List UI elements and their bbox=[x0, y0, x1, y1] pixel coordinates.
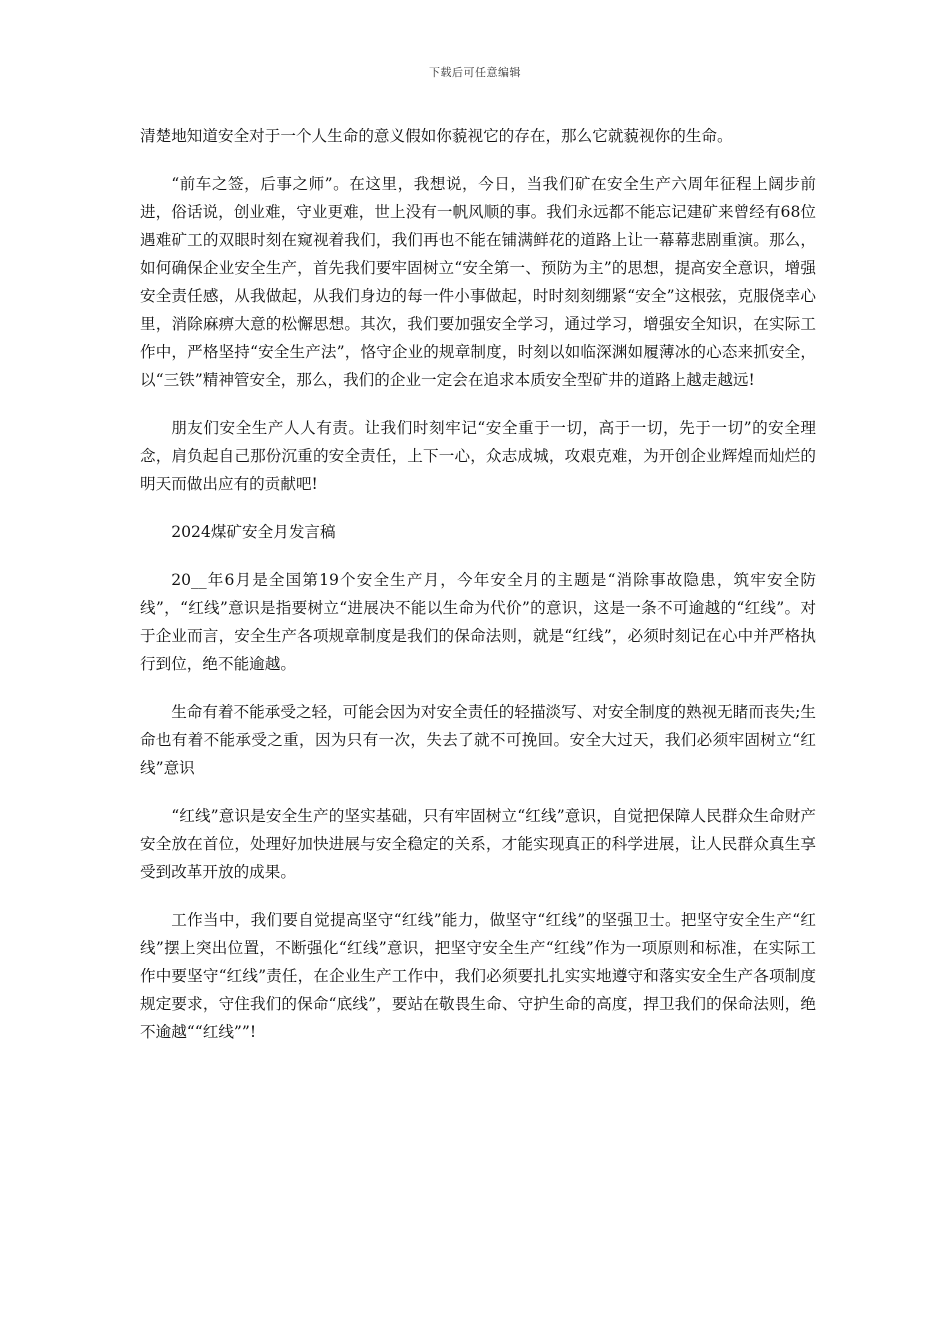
document-body bbox=[140, 122, 816, 1066]
paragraph: “前车之签，后事之师”。在这里，我想说，今日，当我们矿在安全生产六周年征程上阔步前进，俗话说，创业难，守业更难，世上没有一帆风顺的事。我们永远都不能忘记建矿来曾经有68位遇难矿工的双眼时刻在窥视着我们，我们再也不能在铺满鲜花的道路上让一幕幕悲剧重演。那么，如何确保企业安全生产，首先我们要牢固树立“安全第一、预防为主”的思想，提高安全意识，增强安全责任感，从我做起，从我们身边的每一件小事做起，时时刻刻绷紧“安全”这根弦，克服侥幸心里，消除麻痹大意的松懈思想。其次，我们要加强安全学习，通过学习，增强安全知识，在实际工作中，严格坚持“安全生产法”，恪守企业的规章制度，时刻以如临深渊如履薄冰的心态来抓安全，以“三铁”精神管安全，那么，我们的企业一定会在追求本质安全型矿井的道路上越走越远! bbox=[140, 175, 816, 389]
paragraph: 生命有着不能承受之轻，可能会因为对安全责任的轻描淡写、对安全制度的熟视无睹而丧失;生命也有着不能承受之重，因为只有一次，失去了就不可挽回。安全大过天，我们必须牢固树立“红线”意识 bbox=[140, 703, 816, 777]
section-title: 2024煤矿安全月发言稿 bbox=[171, 523, 336, 541]
paragraph: 20__年6月是全国第19个安全生产月，今年安全月的主题是“消除事故隐患，筑牢安全防线”，“红线”意识是指要树立“进展决不能以生命为代价”的意识，这是一条不可逾越的“红线”。对于企业而言，安全生产各项规章制度是我们的保命法则，就是“红线”，必须时刻记在心中并严格执行到位，绝不能逾越。 bbox=[140, 571, 816, 673]
header-note: 下载后可任意编辑 bbox=[429, 66, 521, 79]
paragraph: 朋友们安全生产人人有责。让我们时刻牢记“安全重于一切，高于一切，先于一切”的安全理念，肩负起自己那份沉重的安全责任，上下一心，众志成城，攻艰克难，为开创企业辉煌而灿烂的明天而做出应有的贡献吧! bbox=[140, 419, 816, 493]
paragraph: 工作当中，我们要自觉提高坚守“红线”能力，做坚守“红线”的坚强卫士。把坚守安全生产“红线”摆上突出位置，不断强化“红线”意识，把坚守安全生产“红线”作为一项原则和标准，在实际工作中要坚守“红线”责任，在企业生产工作中，我们必须要扎扎实实地遵守和落实安全生产各项制度规定要求，守住我们的保命“底线”，要站在敬畏生命、守护生命的高度，捍卫我们的保命法则，绝不逾越““红线””! bbox=[140, 911, 816, 1041]
paragraph: “红线”意识是安全生产的坚实基础，只有牢固树立“红线”意识，自觉把保障人民群众生命财产安全放在首位，处理好加快进展与安全稳定的关系，才能实现真正的科学进展，让人民群众真生享受到改革开放的成果。 bbox=[140, 807, 816, 881]
paragraph-continuation: 清楚地知道安全对于一个人生命的意义假如你藐视它的存在，那么它就藐视你的生命。 bbox=[140, 127, 733, 145]
